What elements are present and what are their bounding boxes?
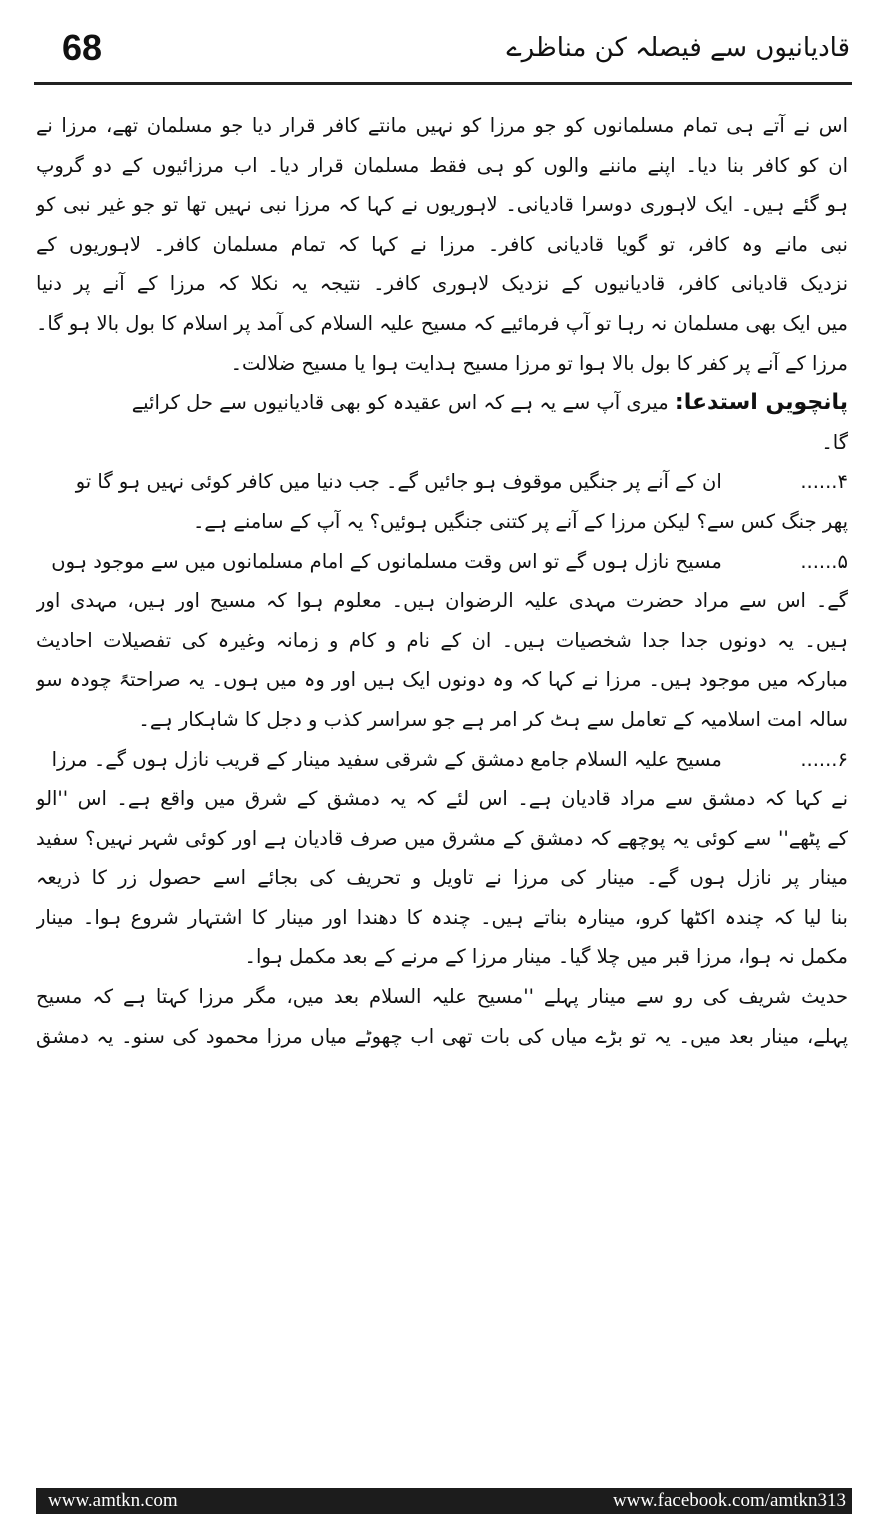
point-5-line-3: ہیں۔ یہ دونوں جدا جدا شخصیات ہیں۔ ان کے نام و کام و زمانہ وغیرہ کی تفصیلات احادیث: [36, 628, 848, 652]
point-5-line: [36, 542, 848, 582]
page-footer: [36, 1488, 852, 1514]
request-heading: پانچویں استدعا:: [674, 390, 848, 416]
body-line: نزدیک قادیانی کافر، قادیانیوں کے نزدیک لاہوری کافر۔ نتیجہ یہ نکلا کہ مرزا کے آنے پر دنیا: [36, 272, 848, 296]
closing-line: حدیث شریف کی رو سے مینار پہلے ''مسیح علیہ السلام بعد میں، مگر مرزا کہتا ہے کہ مسیح: [36, 985, 848, 1009]
point-6-line-3: کے پٹھے'' سے کوئی یہ پوچھے کہ دمشق کے مشرق میں صرف قادیان ہے اور کوئی شہر نہیں؟ سفید: [36, 826, 848, 850]
body-line: نبی مانے وہ کافر، تو گویا قادیانی کافر۔ مرزا نے کہا کہ تمام مسلمان کافر۔ لاہوریوں کے: [36, 232, 848, 256]
point-6-marker: ۶......: [800, 747, 848, 771]
point-6-line-6: مکمل نہ ہوا، مرزا قبر میں چلا گیا۔ مینار مرزا کے مرنے کے بعد مکمل ہوا۔: [244, 945, 848, 969]
point-5-line-4: مبارکہ میں موجود ہیں۔ مرزا نے کہا کہ وہ دونوں ایک ہیں اور وہ میں ہوں۔ یہ صراحتہً چودہ سو: [36, 668, 848, 692]
body-line: اس نے آتے ہی تمام مسلمانوں کو جو مرزا کو نہیں مانتے کافر قرار دیا جو مسلمان تھے، مرزا نے: [36, 114, 848, 137]
point-4-text: ان کے آنے پر جنگیں موقوف ہو جائیں گے۔ جب دنیا میں کافر کوئی نہیں ہو گا تو: [75, 470, 722, 494]
point-5-marker: ۵......: [800, 549, 848, 573]
point-5-line-2: گے۔ اس سے مراد حضرت مہدی علیہ الرضوان ہیں۔ معلوم ہوا کہ مسیح اور ہیں، مہدی اور: [36, 589, 848, 613]
point-6-line-2: نے کہا کہ دمشق سے مراد قادیان ہے۔ اس لئے کہ یہ دمشق کے شرق میں واقع ہے۔ اس ''الو: [36, 787, 848, 811]
request-text: میری آپ سے یہ ہے کہ اس عقیدہ کو بھی قادیانیوں سے حل کرائیے: [131, 391, 669, 415]
request-line-end: گا۔: [821, 430, 848, 454]
body-line: مرزا کے آنے پر کفر کا بول بالا ہوا تو مرزا مسیح ہدایت ہوا یا مسیح ضلالت۔: [230, 351, 848, 375]
body-line: ان کو کافر بنا دیا۔ اپنے ماننے والوں کو ہی فقط مسلمان قرار دیا۔ اب مرزائیوں کے دو گروپ: [36, 153, 848, 177]
page-number: 68: [62, 27, 103, 68]
request-line: [36, 383, 848, 423]
closing-line: پہلے، مینار بعد میں۔ یہ تو بڑے میاں کی بات تھی اب چھوٹے میاں مرزا محمود کی سنو۔ یہ دمشق: [36, 1024, 848, 1048]
book-title: قادیانیوں سے فیصلہ کن مناظرے: [506, 33, 850, 63]
point-4-marker: ۴......: [800, 470, 848, 494]
header-divider: [34, 82, 852, 85]
page-body: [36, 106, 848, 1056]
point-6-line: [36, 740, 848, 780]
page-header: [34, 18, 852, 80]
point-4-line: [36, 462, 848, 502]
website-link[interactable]: www.amtkn.com: [48, 1490, 178, 1511]
point-6-text: مسیح علیہ السلام جامع دمشق کے شرقی سفید مینار کے قریب نازل ہوں گے۔ مرزا: [51, 747, 722, 771]
body-line: میں ایک بھی مسلمان نہ رہا تو آپ فرمائیے کہ مسیح علیہ السلام کی آمد پر اسلام کا بول بالا ہو گا۔: [36, 311, 848, 335]
point-5-line-5: سالہ امت اسلامیہ کے تعامل سے ہٹ کر امر ہے جو سراسر کذب و دجل کا شاہکار ہے۔: [138, 707, 848, 731]
point-6-line-4: مینار پر نازل ہوں گے۔ مینار کی مرزا نے تاویل و تحریف کی بجائے اسے حصول زر کا ذریعہ: [36, 866, 848, 890]
point-6-line-5: بنا لیا کہ چندہ اکٹھا کرو، مینارہ بناتے ہیں۔ چندہ کا دھندا اور مینار کا اشتہار شروع ہوا۔ مینار: [36, 905, 848, 929]
point-4-line-2: پھر جنگ کس سے؟ لیکن مرزا کے آنے پر کتنی جنگیں ہوئیں؟ یہ آپ کے سامنے ہے۔: [192, 509, 848, 533]
body-line: ہو گئے ہیں۔ ایک لاہوری دوسرا قادیانی۔ لاہوریوں نے کہا کہ مرزا نبی نہیں تھا تو جو غیر نبی کو: [36, 193, 848, 217]
point-5-text: مسیح نازل ہوں گے تو اس وقت مسلمانوں کے امام مسلمانوں میں سے موجود ہوں: [51, 549, 722, 573]
facebook-link[interactable]: www.facebook.com/amtkn313: [612, 1490, 846, 1511]
